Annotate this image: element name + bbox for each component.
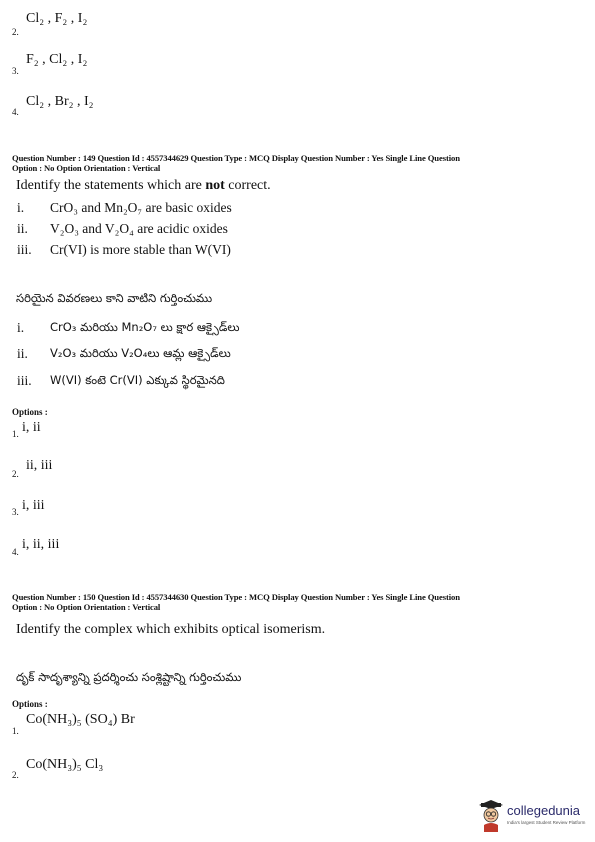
- question-meta-line: Question Number : 150 Question Id : 4557344630 Question Type : MCQ Display Question Number : Yes Single Line Question: [12, 592, 460, 602]
- question-meta-line: Question Number : 149 Question Id : 4557344629 Question Type : MCQ Display Question Number : Yes Single Line Question: [12, 153, 460, 163]
- collegedunia-watermark: [478, 800, 588, 834]
- option-text: i, iii: [22, 498, 45, 513]
- option-number: 4.: [12, 547, 19, 557]
- stem-text: Identify the statements which are: [16, 178, 206, 193]
- telugu-statement-text: V₂O₃ మరియు V₂O₄లు ఆమ్ల ఆక్సైడ్‌లు: [50, 346, 231, 360]
- option-text: ii, iii: [26, 458, 53, 473]
- question-stem: [16, 178, 271, 194]
- option-text: Co(NH₃)₅ Cl₃: [26, 757, 104, 772]
- statement-number: i.: [17, 320, 25, 335]
- option-number: 1.: [12, 429, 19, 439]
- statement-number: iii.: [17, 242, 32, 257]
- option-number: 2.: [12, 27, 19, 37]
- question-meta: [12, 593, 582, 612]
- statement-number: i.: [17, 200, 25, 215]
- stem-emphasis: not: [205, 178, 225, 193]
- mascot-logo-icon: [478, 800, 504, 832]
- option-number: 4.: [12, 107, 19, 117]
- option-text: Cl₂ , Br₂ , I₂: [26, 94, 94, 109]
- telugu-stem: దృక్ సాదృశ్యాన్ని ప్రదర్శించు సంశ్లిష్టాన్ని గుర్తించుము: [16, 670, 242, 684]
- statement-number: ii.: [17, 221, 28, 236]
- question-meta: [12, 154, 582, 173]
- option-text: F₂ , Cl₂ , I₂: [26, 52, 88, 67]
- question-meta-line: Option : No Option Orientation : Vertical: [12, 162, 161, 173]
- question-meta-line: Option : No Option Orientation : Vertical: [12, 601, 161, 612]
- telugu-statement-text: CrO₃ మరియు Mn₂O₇ లు క్షార ఆక్సైడ్‌లు: [50, 320, 240, 334]
- brand-name: collegedunia: [507, 803, 581, 818]
- options-label: Options :: [12, 699, 48, 709]
- option-number: 2.: [12, 770, 19, 780]
- stem-text: correct.: [224, 178, 271, 193]
- question-stem: Identify the complex which exhibits optical isomerism.: [16, 622, 326, 637]
- statement-text: V₂O₃ and V₂O₄ are acidic oxides: [50, 221, 228, 236]
- statement-number: iii.: [17, 373, 32, 388]
- statement-number: ii.: [17, 346, 28, 361]
- option-number: 3.: [12, 507, 19, 517]
- statement-text: Cr(VI) is more stable than W(VI): [50, 242, 231, 257]
- option-text: Co(NH₃)₅ (SO₄) Br: [26, 712, 135, 727]
- options-label: Options :: [12, 407, 48, 417]
- option-number: 3.: [12, 66, 19, 76]
- option-text: i, ii, iii: [22, 537, 60, 552]
- telugu-statement-text: W(VI) కంటె Cr(VI) ఎక్కువ స్థిరమైనది: [50, 373, 225, 387]
- option-text: Cl₂ , F₂ , I₂: [26, 11, 88, 26]
- option-number: 2.: [12, 469, 19, 479]
- option-number: 1.: [12, 726, 19, 736]
- statement-text: CrO₃ and Mn₂O₇ are basic oxides: [50, 200, 232, 215]
- brand-tagline: India's largest Student Review Platform: [507, 820, 586, 825]
- telugu-stem: సరియైన వివరణలు కాని వాటిని గుర్తించుము: [16, 291, 213, 305]
- option-text: i, ii: [22, 420, 41, 435]
